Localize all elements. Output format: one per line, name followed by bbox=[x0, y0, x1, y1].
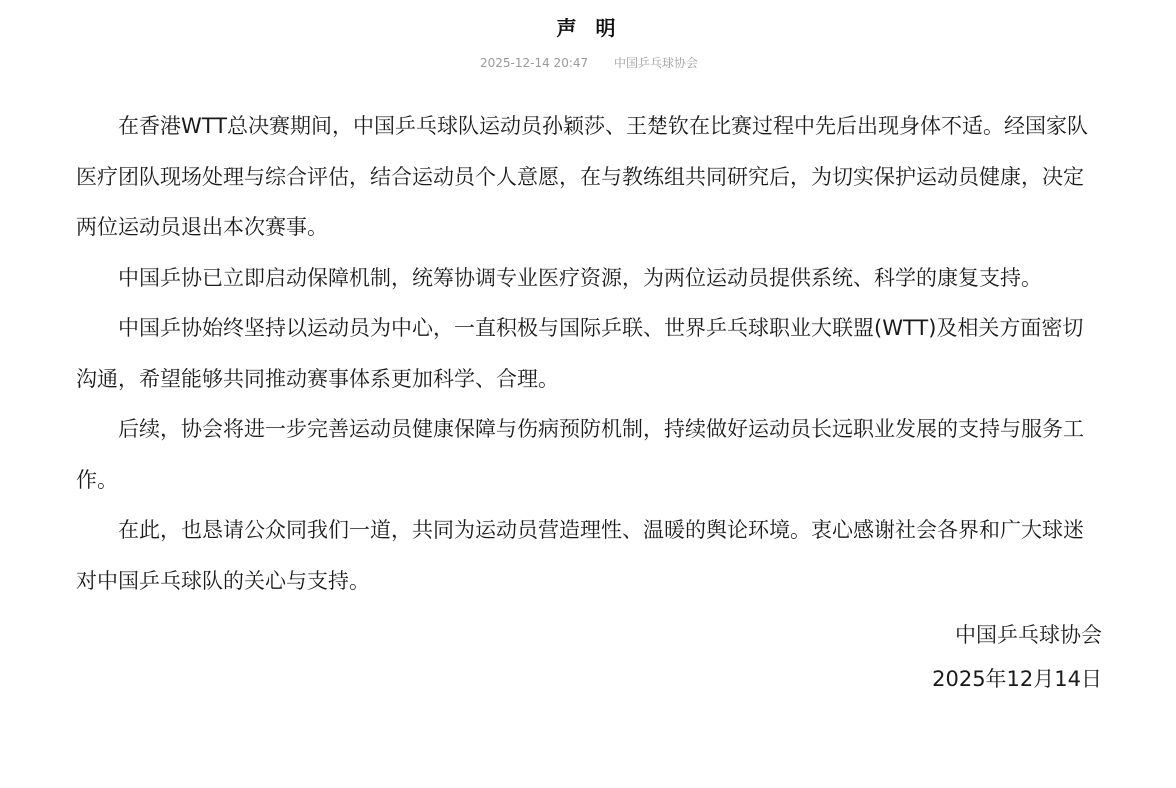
publish-datetime: 2025-12-14 20:47 bbox=[480, 56, 589, 70]
signature-block bbox=[76, 614, 1102, 700]
paragraph-5: 在此，也恳请公众同我们一道，共同为运动员营造理性、温暖的舆论环境。衷心感谢社会各界和广大球迷对中国乒乓球队的关心与支持。 bbox=[76, 518, 1084, 593]
signature-organization: 中国乒乓球协会 bbox=[955, 623, 1102, 647]
publisher-source: 中国乒乓球协会 bbox=[613, 56, 698, 70]
signature-date: 2025年12月14日 bbox=[932, 667, 1102, 691]
article-meta bbox=[76, 55, 1102, 71]
paragraph-4: 后续，协会将进一步完善运动员健康保障与伤病预防机制，持续做好运动员长远职业发展的支持与服务工作。 bbox=[76, 417, 1084, 492]
statement-body bbox=[76, 101, 1102, 606]
page-title: 声 明 bbox=[556, 16, 622, 40]
paragraph-1: 在香港WTT总决赛期间，中国乒乓球队运动员孙颖莎、王楚钦在比赛过程中先后出现身体不适。经国家队医疗团队现场处理与综合评估，结合运动员个人意愿，在与教练组共同研究后，为切实保护运动员健康，决定两位运动员退出本次赛事。 bbox=[76, 114, 1089, 239]
paragraph-2: 中国乒协已立即启动保障机制，统筹协调专业医疗资源，为两位运动员提供系统、科学的康复支持。 bbox=[118, 265, 1042, 290]
paragraph-3: 中国乒协始终坚持以运动员为中心，一直积极与国际乒联、世界乒乓球职业大联盟(WTT)及相关方面密切沟通，希望能够共同推动赛事体系更加科学、合理。 bbox=[76, 316, 1084, 391]
